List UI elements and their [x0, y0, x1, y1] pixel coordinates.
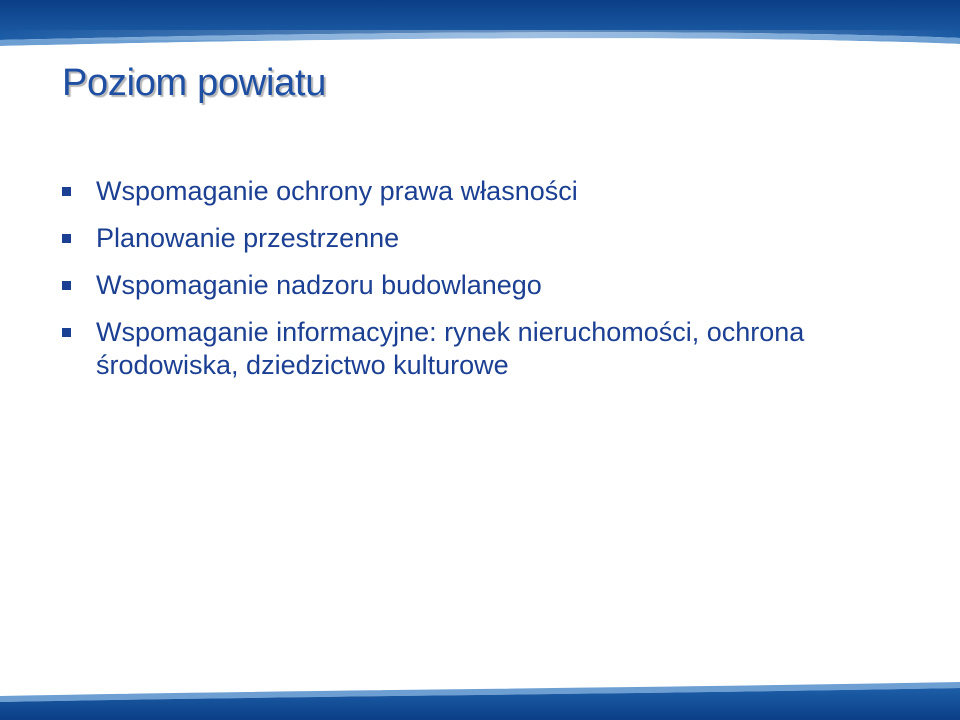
- bullet-item: [62, 175, 922, 208]
- bullet-text: Wspomaganie ochrony prawa własności: [96, 176, 578, 206]
- bottom-decorative-band: [0, 680, 960, 720]
- bullet-item: [62, 222, 922, 255]
- bullet-text: Wspomaganie nadzoru budowlanego: [96, 270, 542, 300]
- square-bullet-icon: [62, 281, 71, 290]
- bullet-item: [62, 269, 922, 302]
- bullet-list: [62, 175, 922, 396]
- square-bullet-icon: [62, 234, 71, 243]
- bottom-band-graphic: [0, 680, 960, 720]
- bullet-text: Planowanie przestrzenne: [96, 223, 400, 253]
- top-decorative-band: [0, 0, 960, 48]
- bullet-item: [62, 316, 922, 382]
- bullet-text: Wspomaganie informacyjne: rynek nieruchomości, ochrona środowiska, dziedzictwo kulturowe: [96, 317, 805, 380]
- slide-title: Poziom powiatu: [62, 62, 327, 104]
- square-bullet-icon: [62, 328, 71, 337]
- square-bullet-icon: [62, 187, 71, 196]
- top-band-graphic: [0, 0, 960, 48]
